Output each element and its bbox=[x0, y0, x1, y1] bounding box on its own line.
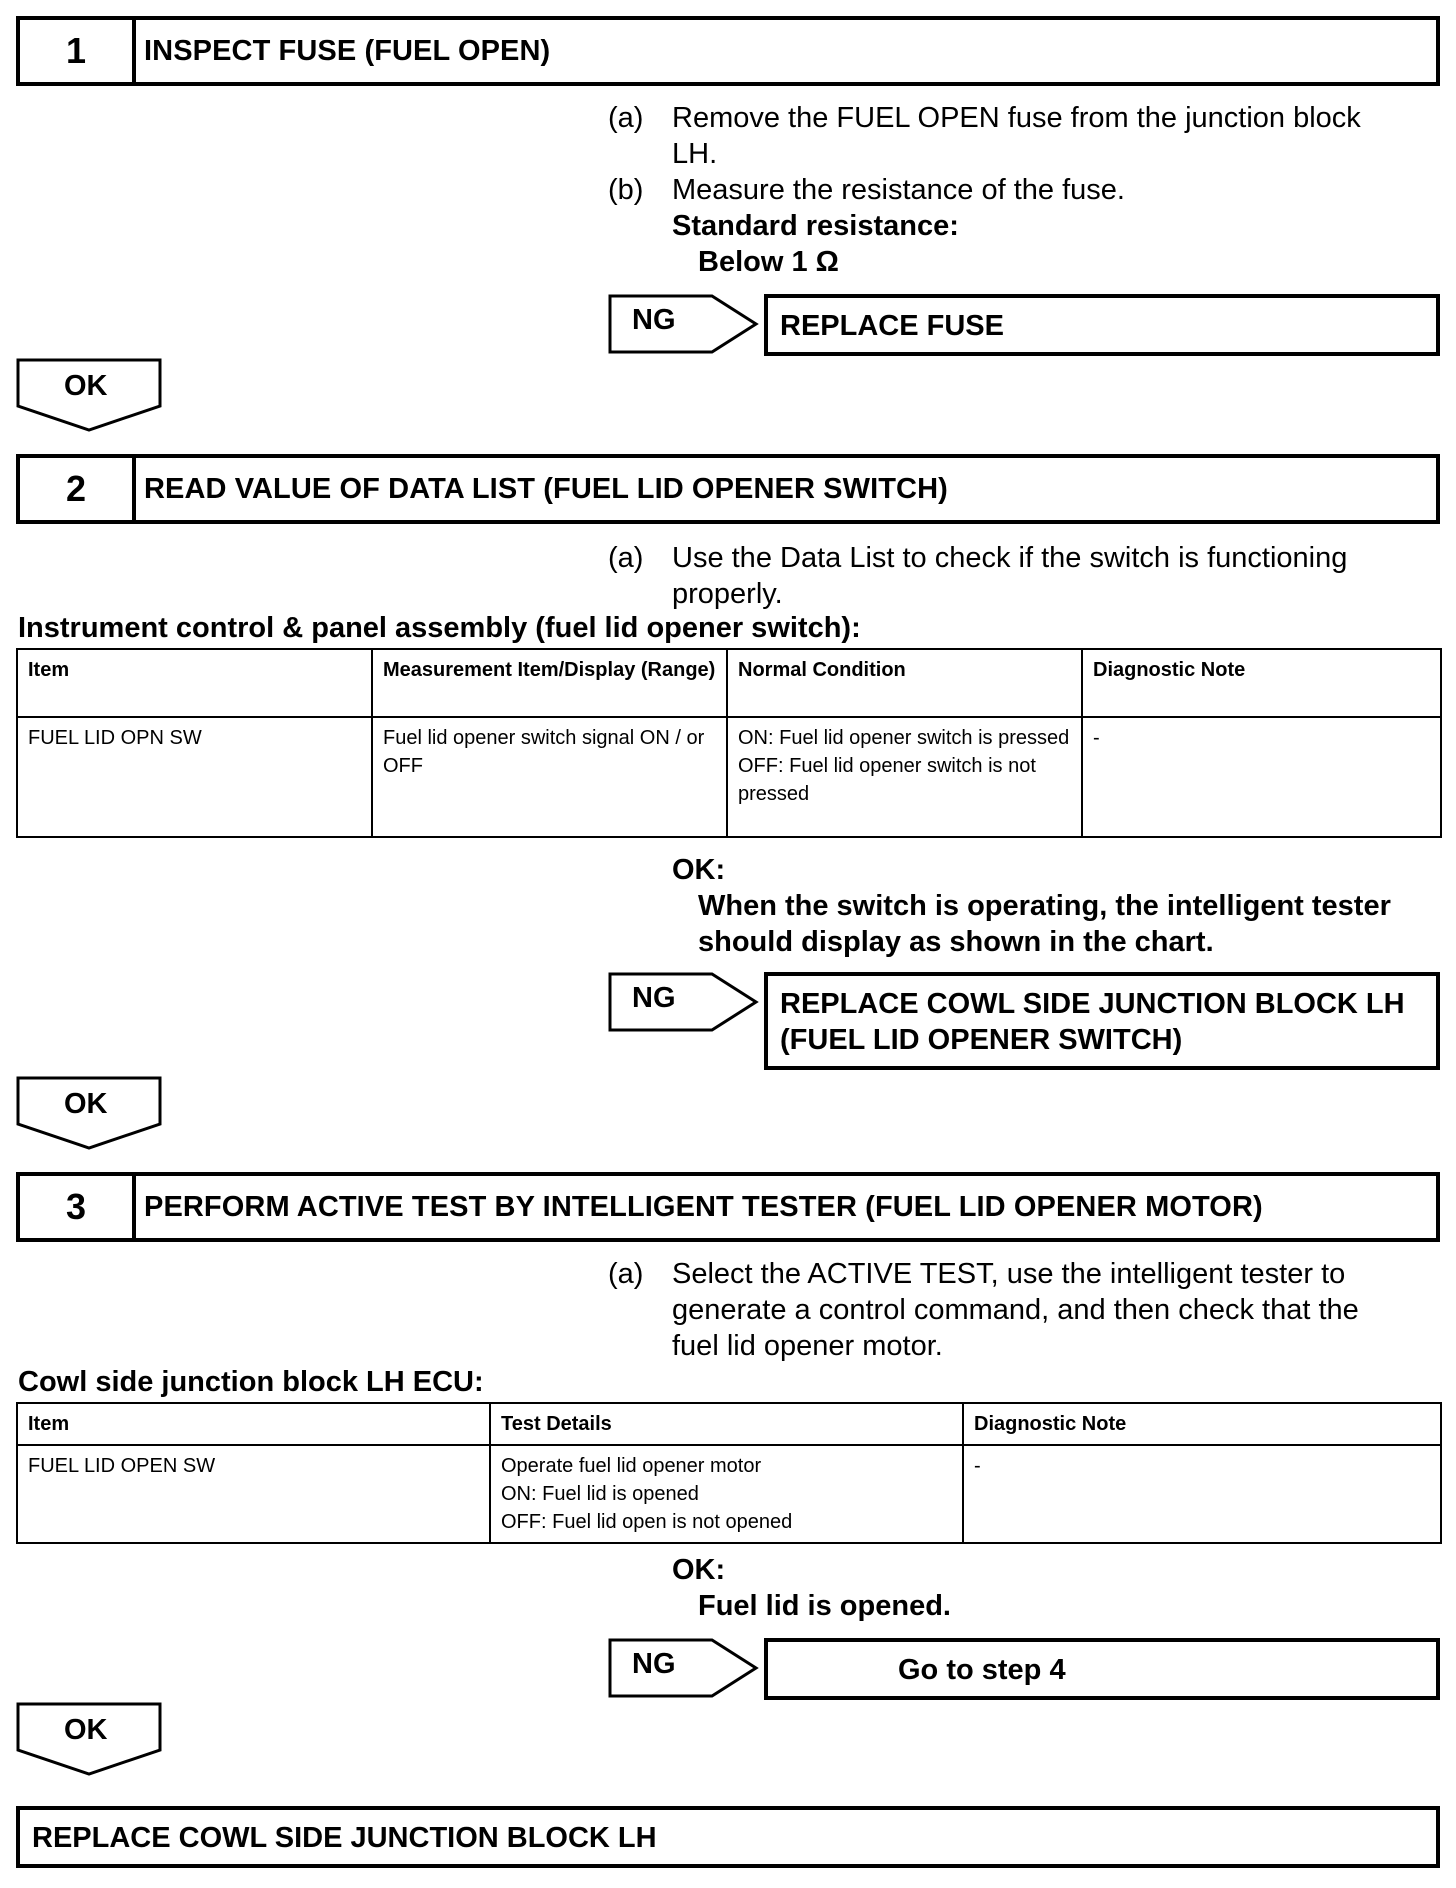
ok-arrow bbox=[16, 358, 164, 434]
table-cell: - bbox=[1082, 717, 1441, 837]
column-header: Item bbox=[17, 649, 372, 717]
column-header: Test Details bbox=[490, 1403, 963, 1445]
step-number: 1 bbox=[20, 20, 136, 82]
standard-value: Below 1 Ω bbox=[698, 246, 839, 278]
column-header: Item bbox=[17, 1403, 490, 1445]
table-cell: Fuel lid opener switch signal ON / or OFF bbox=[372, 717, 727, 837]
instruction-text: Select the ACTIVE TEST, use the intelligent tester to generate a control command, and then check that the fuel lid opener motor. bbox=[672, 1258, 1359, 1362]
table-cell: FUEL LID OPEN SW bbox=[17, 1445, 490, 1543]
replace-junction-block-box: REPLACE COWL SIDE JUNCTION BLOCK LH (FUEL LID OPENER SWITCH) bbox=[764, 972, 1440, 1070]
instruction-label: (a) bbox=[608, 542, 644, 574]
instruction-label: (a) bbox=[608, 1258, 644, 1290]
step-title: INSPECT FUSE (FUEL OPEN) bbox=[144, 34, 551, 67]
column-header: Normal Condition bbox=[727, 649, 1082, 717]
standard-label: Standard resistance: bbox=[672, 210, 959, 242]
ng-label: NG bbox=[632, 982, 676, 1014]
instruction-text: Measure the resistance of the fuse. bbox=[672, 174, 1125, 206]
table-row bbox=[17, 717, 1441, 837]
table-cell: - bbox=[963, 1445, 1441, 1543]
go-to-step-4-box: Go to step 4 bbox=[764, 1638, 1440, 1700]
step-number: 2 bbox=[20, 458, 136, 520]
table-cell: FUEL LID OPN SW bbox=[17, 717, 372, 837]
instruction-label: (a) bbox=[608, 102, 644, 134]
ok-arrow bbox=[16, 1076, 164, 1152]
ok-label: OK bbox=[64, 370, 108, 402]
ok-criteria: When the switch is operating, the intelligent tester should display as shown in the chart. bbox=[698, 890, 1391, 958]
step-2-header bbox=[16, 454, 1440, 524]
table-cell: Operate fuel lid opener motor ON: Fuel lid is opened OFF: Fuel lid open is not opened bbox=[490, 1445, 963, 1543]
table-row bbox=[17, 1445, 1441, 1543]
table-title: Cowl side junction block LH ECU: bbox=[18, 1366, 484, 1398]
instruction-item bbox=[608, 172, 1408, 208]
active-test-table bbox=[16, 1402, 1442, 1544]
column-header: Measurement Item/Display (Range) bbox=[372, 649, 727, 717]
table-cell: ON: Fuel lid opener switch is pressed OFF: Fuel lid opener switch is not pressed bbox=[727, 717, 1082, 837]
ok-label: OK bbox=[64, 1714, 108, 1746]
table-header-row bbox=[17, 649, 1441, 717]
ng-arrow bbox=[608, 1638, 760, 1698]
instruction-item bbox=[608, 540, 1408, 612]
instruction-label: (b) bbox=[608, 174, 644, 206]
step-title: READ VALUE OF DATA LIST (FUEL LID OPENER SWITCH) bbox=[144, 472, 948, 505]
ng-arrow bbox=[608, 972, 760, 1032]
final-action-box: REPLACE COWL SIDE JUNCTION BLOCK LH bbox=[16, 1806, 1440, 1868]
ok-arrow bbox=[16, 1702, 164, 1778]
ng-arrow bbox=[608, 294, 760, 354]
step-3-header bbox=[16, 1172, 1440, 1242]
table-header-row bbox=[17, 1403, 1441, 1445]
step-number: 3 bbox=[20, 1176, 136, 1238]
column-header: Diagnostic Note bbox=[1082, 649, 1441, 717]
instruction-item bbox=[608, 1256, 1408, 1364]
replace-fuse-box: REPLACE FUSE bbox=[764, 294, 1440, 356]
instruction-text: Remove the FUEL OPEN fuse from the junction block LH. bbox=[672, 102, 1361, 170]
ok-heading: OK: bbox=[672, 854, 726, 886]
data-list-table bbox=[16, 648, 1442, 838]
table-title: Instrument control & panel assembly (fuel lid opener switch): bbox=[18, 612, 861, 644]
instruction-item bbox=[608, 100, 1408, 172]
ok-heading: OK: bbox=[672, 1554, 726, 1586]
step-title: PERFORM ACTIVE TEST BY INTELLIGENT TESTER (FUEL LID OPENER MOTOR) bbox=[144, 1190, 1263, 1223]
ng-label: NG bbox=[632, 1648, 676, 1680]
column-header: Diagnostic Note bbox=[963, 1403, 1441, 1445]
ok-label: OK bbox=[64, 1088, 108, 1120]
ng-label: NG bbox=[632, 304, 676, 336]
instruction-text: Use the Data List to check if the switch is functioning properly. bbox=[672, 542, 1348, 610]
ok-criteria: Fuel lid is opened. bbox=[698, 1590, 951, 1622]
step-1-header bbox=[16, 16, 1440, 86]
